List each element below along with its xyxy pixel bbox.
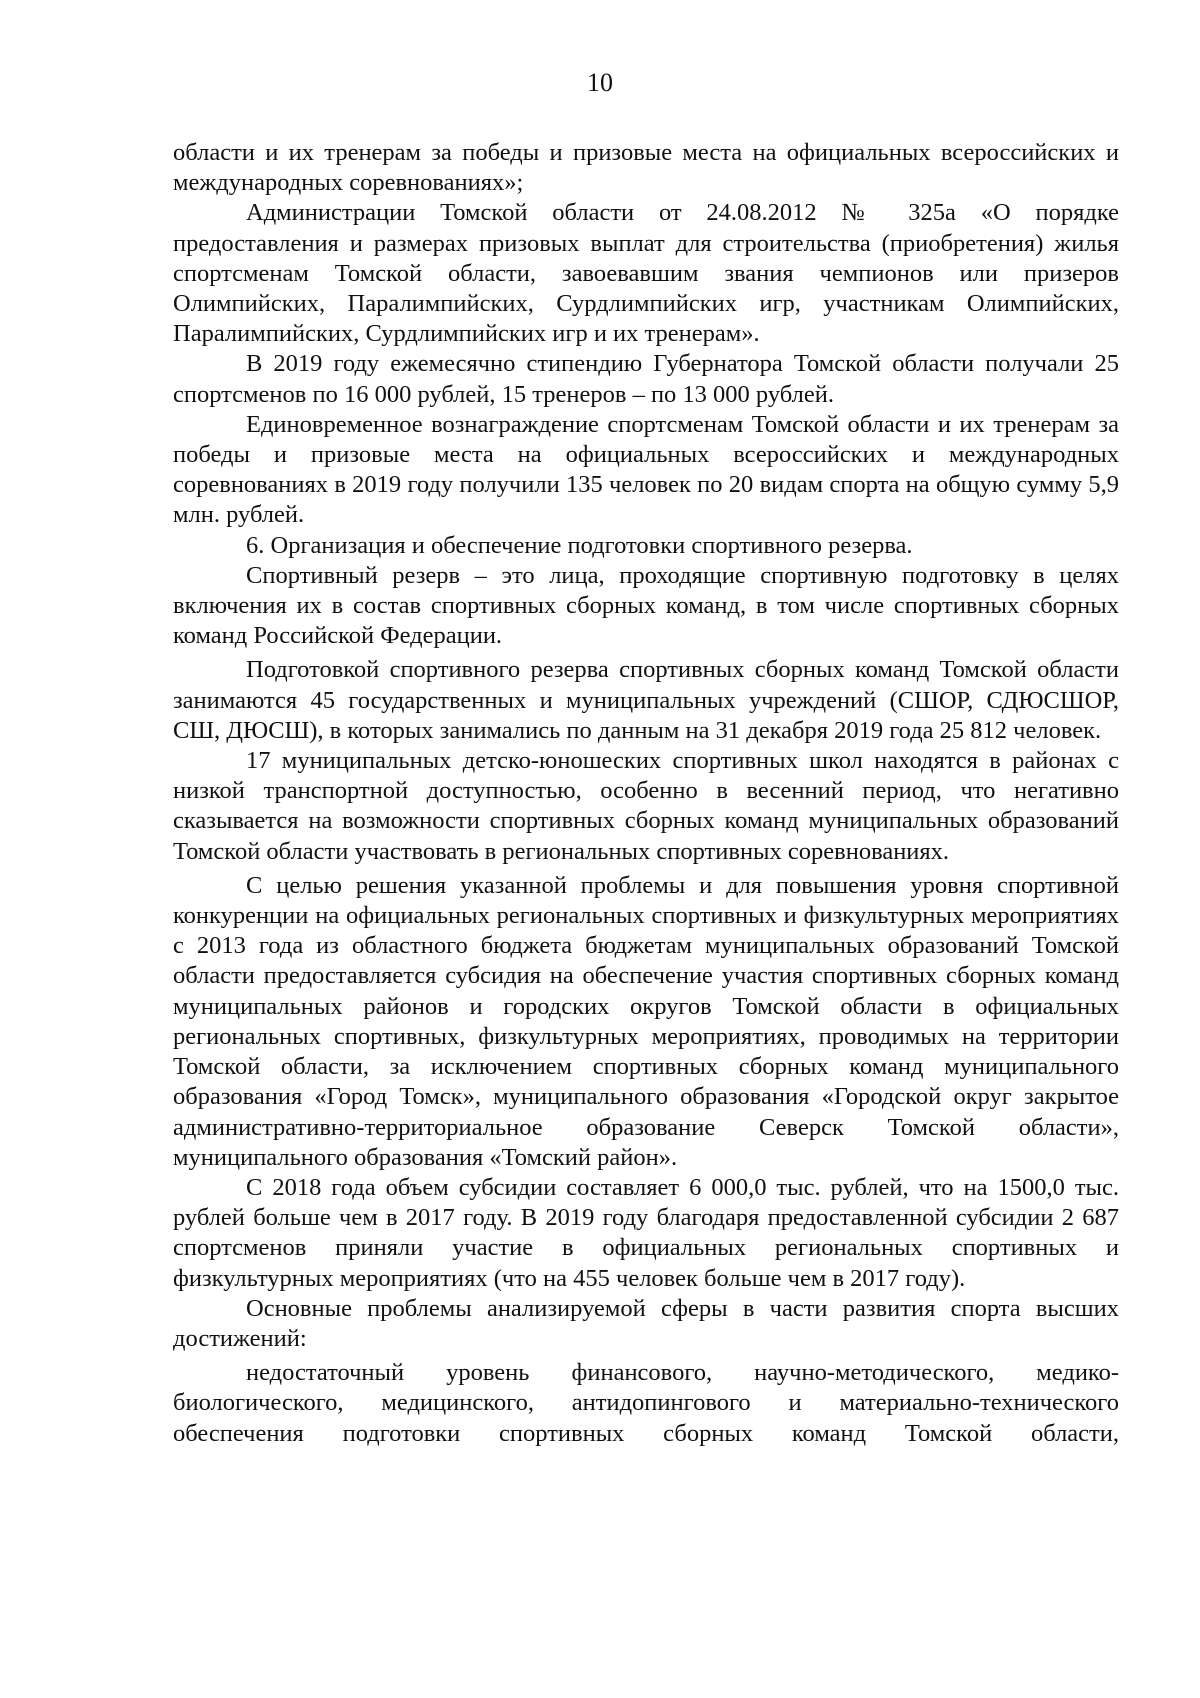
paragraph: В 2019 году ежемесячно стипендию Губернатора Томской области получали 25 спортсменов по 16 000 рублей, 15 тренеров – по 13 000 рублей.: [173, 350, 1119, 408]
paragraph: 17 муниципальных детско-юношеских спортивных школ находятся в районах с низкой транспортной доступностью, особенно в весенний период, что негативно сказывается на возможности спортивных сборных команд муниципальных образований Томской области участвовать в региональных спортивных соревнованиях.: [173, 747, 1119, 865]
section-heading: 6. Организация и обеспечение подготовки спортивного резерва.: [246, 531, 913, 559]
paragraph: С целью решения указанной проблемы и для повышения уровня спортивной конкуренции на официальных региональных спортивных и физкультурных мероприятиях с 2013 года из областного бюджета бюджетам муниципальных образований Томской области предоставляется субсидия на обеспечение участия спортивных сборных команд муниципальных районов и городских округов Томской области в официальных региональных спортивных, физкультурных мероприятиях, проводимых на территории Томской области, за исключением спортивных сборных команд муниципального образования «Город Томск», муниципального образования «Городской округ закрытое административно-территориальное образование Северск Томской области», муниципального образования «Томский район».: [173, 871, 1119, 1171]
paragraph: Основные проблемы анализируемой сферы в части развития спорта высших достижений:: [173, 1294, 1119, 1352]
paragraph: Единовременное вознаграждение спортсменам Томской области и их тренерам за победы и призовые места на официальных всероссийских и международных соревнованиях в 2019 году получили 135 человек по 20 видам спорта на общую сумму 5,9 млн. рублей.: [173, 410, 1119, 529]
document-body: [173, 138, 1119, 1449]
paragraph: С 2018 года объем субсидии составляет 6 000,0 тыс. рублей, что на 1500,0 тыс. рублей больше чем в 2017 году. В 2019 году благодаря предоставленной субсидии 2 687 спортсменов приняли участие в официальных региональных спортивных и физкультурных мероприятиях (что на 455 человек больше чем в 2017 году).: [173, 1173, 1119, 1292]
paragraph: Спортивный резерв – это лица, проходящие спортивную подготовку в целях включения их в состав спортивных сборных команд, в том числе спортивных сборных команд Российской Федерации.: [173, 561, 1119, 650]
paragraph: недостаточный уровень финансового, научно-методического, медико-биологического, медицинского, антидопингового и материально-технического обеспечения подготовки спортивных сборных команд Томской области,: [173, 1359, 1119, 1447]
paragraph: Администрации Томской области от 24.08.2012 № 325а «О порядке предоставления и размерах призовых выплат для строительства (приобретения) жилья спортсменам Томской области, завоевавшим звания чемпионов или призеров Олимпийских, Паралимпийских, Сурдлимпийских игр, участникам Олимпийских, Паралимпийских, Сурдлимпийских игр и их тренерам».: [173, 199, 1119, 348]
paragraph: области и их тренерам за победы и призовые места на официальных всероссийских и международных соревнованиях»;: [173, 139, 1119, 197]
page-number: 10: [587, 68, 613, 97]
paragraph: Подготовкой спортивного резерва спортивных сборных команд Томской области занимаются 45 государственных и муниципальных учреждений (СШОР, СДЮСШОР, СШ, ДЮСШ), в которых занимались по данным на 31 декабря 2019 года 25 812 человек.: [173, 656, 1119, 744]
